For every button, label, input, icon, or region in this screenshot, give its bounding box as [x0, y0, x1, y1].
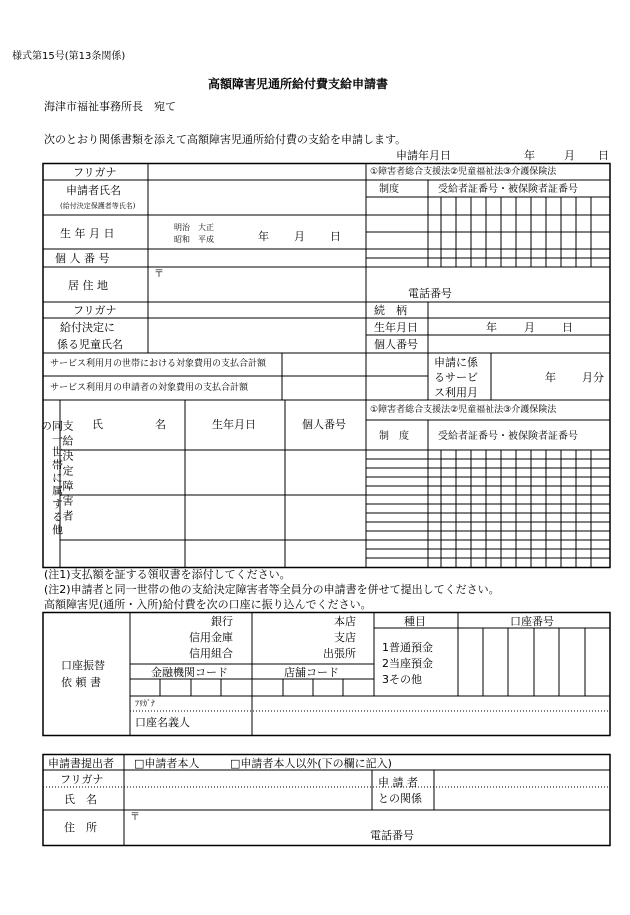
service-month-line1: 申請に係 [434, 356, 478, 369]
household-total-label: サービス利用月の世帯における対象費用の支払合計額 [50, 359, 267, 369]
account-type-label: 種目 [404, 615, 426, 628]
account-type-opt3: 3その他 [382, 673, 422, 686]
bank-label-line1: 口座振替 [61, 659, 105, 672]
applicant-name-note: (給付決定保護者等氏名) [60, 202, 136, 210]
submitter-relation-line1: 申 請 者 [378, 776, 418, 789]
era-line1: 明治 大正 [174, 223, 214, 232]
law-header: ①障害者総合支援法②児童福祉法③介護保険法 [370, 167, 557, 177]
account-type-opt1: 1普通預金 [382, 641, 433, 654]
applicant-furigana-label: フリガナ [73, 166, 117, 179]
form-number: 様式第15号(第13条関係) [12, 51, 126, 62]
submitter-self-checkbox[interactable]: □申請者本人 [134, 757, 200, 770]
personal-number-label: 個 人 番 号 [55, 252, 110, 265]
bank-label-line2: 依 頼 書 [61, 676, 101, 689]
holder-furigana-label: ﾌﾘｶﾞﾅ [135, 699, 155, 708]
submitter-postal-mark: 〒 [130, 812, 140, 823]
address-label: 居 住 地 [68, 279, 108, 292]
household-vertical-text: 同一世帯に属する他の [39, 420, 64, 537]
submitter-furigana-label: フリガナ [60, 773, 104, 786]
date-label: 申請年月日 [396, 149, 451, 162]
bank-code-label: 金融機関コード [151, 666, 228, 679]
household-vertical-label-2 [61, 420, 74, 530]
page-title: 高額障害児通所給付費支給申請書 [208, 77, 389, 91]
child-birth-label: 生年月日 [374, 321, 418, 334]
branch-type-branch: 支店 [334, 631, 356, 644]
submitter-phone-label: 電話番号 [370, 829, 414, 842]
service-month-line2: るサービ [434, 371, 478, 384]
postal-mark: 〒 [154, 269, 164, 280]
birth-day: 日 [330, 230, 341, 243]
system-label: 制度 [379, 184, 399, 195]
household-vertical-label [39, 420, 64, 540]
account-type-opt2: 2当座預金 [382, 657, 433, 670]
member-personal-no-label: 個人番号 [302, 418, 346, 431]
child-label-line1: 給付決定に [60, 321, 115, 334]
child-birth-year: 年 [486, 321, 497, 334]
phone-label: 電話番号 [408, 287, 452, 300]
child-label-line2: 係る児童氏名 [57, 338, 123, 351]
submitter-label: 申請書提出者 [48, 757, 114, 770]
date-year: 年 [524, 149, 535, 162]
era-line2: 昭和 平成 [174, 235, 214, 244]
branch-code-label: 店舗コード [284, 666, 339, 679]
member-cert-label: 受給者証番号・被保険者証番号 [438, 431, 578, 442]
birth-month: 月 [294, 230, 305, 243]
date-day: 日 [598, 149, 609, 162]
member-system-label: 制 度 [379, 431, 409, 442]
child-birth-day: 日 [562, 321, 573, 334]
service-year: 年 [545, 371, 556, 384]
child-personal-number-label: 個人番号 [374, 338, 418, 351]
member-name-label-2: 名 [155, 418, 166, 431]
bank-type-credit-bank: 信用金庫 [189, 631, 233, 644]
child-birth-month: 月 [524, 321, 535, 334]
submitter-name-label: 氏 名 [64, 793, 97, 806]
child-furigana-label: フリガナ [73, 304, 117, 317]
birth-year: 年 [258, 230, 269, 243]
birth-label: 生 年 月 日 [60, 227, 115, 240]
relation-label: 続 柄 [374, 304, 407, 317]
submitter-relation-line2: との関係 [378, 792, 422, 805]
member-birth-label: 生年月日 [212, 418, 256, 431]
holder-label: 口座名義人 [135, 716, 190, 729]
note-2: (注2)申請者と同一世帯の他の支給決定障害者等全員分の申請書を併せて提出してください。 [44, 583, 500, 596]
bank-type-bank: 銀行 [211, 615, 233, 628]
service-month-line3: ス利用月 [434, 386, 478, 399]
intro-text: 次のとおり関係書類を添えて高額障害児通所給付費の支給を申請します。 [44, 133, 407, 146]
household-vertical-text-2: 支給決定障害者 [61, 420, 74, 525]
applicant-total-label: サービス利用月の申請者の対象費用の支払合計額 [50, 383, 249, 393]
member-law-header: ①障害者総合支援法②児童福祉法③介護保険法 [370, 405, 557, 415]
addressee: 海津市福祉事務所長 宛て [44, 100, 176, 113]
account-number-label: 口座番号 [510, 615, 554, 628]
member-name-label-1: 氏 [92, 418, 103, 431]
date-month: 月 [564, 149, 575, 162]
note-3: 高額障害児(通所・入所)給付費を次の口座に振り込んでください。 [44, 598, 372, 611]
cert-number-label: 受給者証番号・被保険者証番号 [438, 184, 578, 195]
submitter-address-label: 住 所 [64, 821, 97, 834]
bank-type-credit-union: 信用組合 [189, 647, 233, 660]
applicant-name-label: 申請者氏名 [66, 184, 121, 197]
note-1: (注1)支払額を証する領収書を添付してください。 [44, 568, 291, 581]
service-month: 月分 [582, 371, 604, 384]
branch-type-sub: 出張所 [323, 647, 356, 660]
submitter-other-checkbox[interactable]: □申請者本人以外(下の欄に記入) [230, 757, 392, 770]
branch-type-head: 本店 [334, 615, 356, 628]
